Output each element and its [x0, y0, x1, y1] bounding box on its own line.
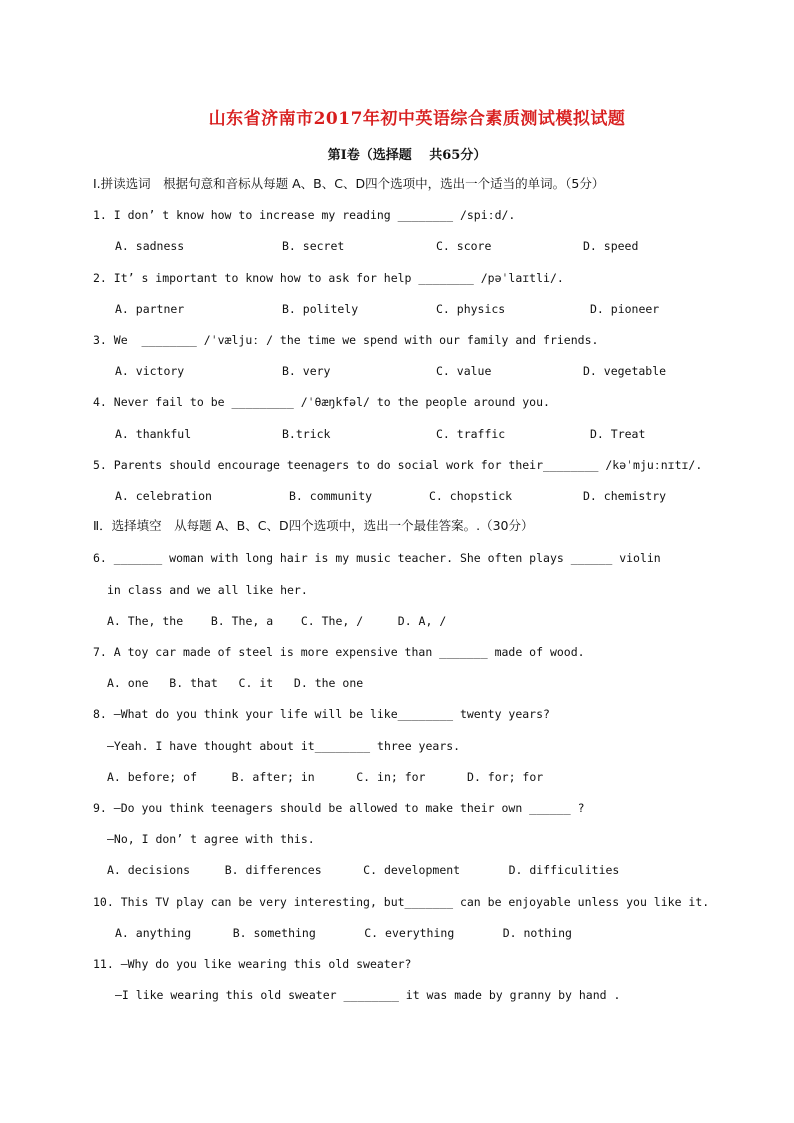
exam-title: 山东省济南市2017年初中英语综合素质测试模拟试题: [208, 109, 626, 129]
question-2-stem: 2. It’ s important to know how to ask for help ________ /pəˈlaɪtli/.: [93, 271, 564, 285]
question-6-stem: 6. _______ woman with long hair is my music teacher. She often plays ______ violin: [93, 551, 661, 565]
option-d: D. Treat: [590, 427, 646, 441]
option-b: B.trick: [282, 427, 331, 441]
option-a: A. thankful: [115, 427, 192, 441]
question-9-stem: 9. —Do you think teenagers should be allowed to make their own ______ ?: [93, 801, 585, 815]
question-8-options: A. before; of B. after; in C. in; for D. for; for: [107, 770, 544, 784]
question-5-stem: 5. Parents should encourage teenagers to do social work for their________ /kəˈmjuːnɪtɪ/.: [93, 458, 703, 472]
question-7-stem: 7. A toy car made of steel is more expensive than _______ made of wood.: [93, 645, 585, 659]
option-d: D. pioneer: [590, 302, 660, 316]
question-6-stem-cont: in class and we all like her.: [107, 583, 308, 597]
option-c: C. score: [436, 239, 492, 253]
option-b: B. community: [289, 489, 373, 503]
option-a: A. celebration: [115, 489, 212, 503]
option-d: D. chemistry: [583, 489, 667, 503]
option-d: D. vegetable: [583, 364, 667, 378]
option-c: C. value: [436, 364, 492, 378]
option-a: A. sadness: [115, 239, 185, 253]
section-2-heading: Ⅱ．选择填空 从每题 A、B、C、D四个选项中，选出一个最佳答案。.（30分）: [93, 518, 534, 533]
paper-subtitle: 第Ⅰ卷（选择题 共65分）: [327, 148, 487, 163]
option-b: B. secret: [282, 239, 345, 253]
question-1-stem: 1. I don’ t know how to increase my reading ________ /spiːd/.: [93, 208, 516, 222]
question-6-options: A. The, the B. The, a C. The, / D. A, /: [107, 614, 447, 628]
section-1-heading: Ⅰ.拼读选词 根据句意和音标从每题 A、B、C、D四个选项中，选出一个适当的单词。（5分）: [93, 176, 605, 191]
option-c: C. physics: [436, 302, 506, 316]
option-c: C. chopstick: [429, 489, 513, 503]
option-c: C. traffic: [436, 427, 506, 441]
question-9-options: A. decisions B. differences C. development D. difficulities: [107, 863, 620, 877]
option-b: B. politely: [282, 302, 359, 316]
question-8-stem: 8. —What do you think your life will be like________ twenty years?: [93, 707, 550, 721]
question-10-stem: 10. This TV play can be very interesting, but_______ can be enjoyable unless you like it.: [93, 895, 710, 909]
question-9-reply: —No, I don’ t agree with this.: [107, 832, 315, 846]
option-a: A. partner: [115, 302, 185, 316]
question-11-stem: 11. —Why do you like wearing this old sweater?: [93, 957, 412, 971]
question-10-options: A. anything B. something C. everything D. nothing: [115, 926, 572, 940]
question-8-reply: —Yeah. I have thought about it________ three years.: [107, 739, 461, 753]
question-11-reply: —I like wearing this old sweater ________ it was made by granny by hand .: [115, 988, 621, 1002]
option-b: B. very: [282, 364, 331, 378]
question-7-options: A. one B. that C. it D. the one: [107, 676, 364, 690]
option-d: D. speed: [583, 239, 639, 253]
question-4-stem: 4. Never fail to be _________ /ˈθæŋkfəl/ to the people around you.: [93, 395, 550, 409]
question-3-stem: 3. We ________ /ˈvæljuː / the time we spend with our family and friends.: [93, 333, 599, 347]
option-a: A. victory: [115, 364, 185, 378]
